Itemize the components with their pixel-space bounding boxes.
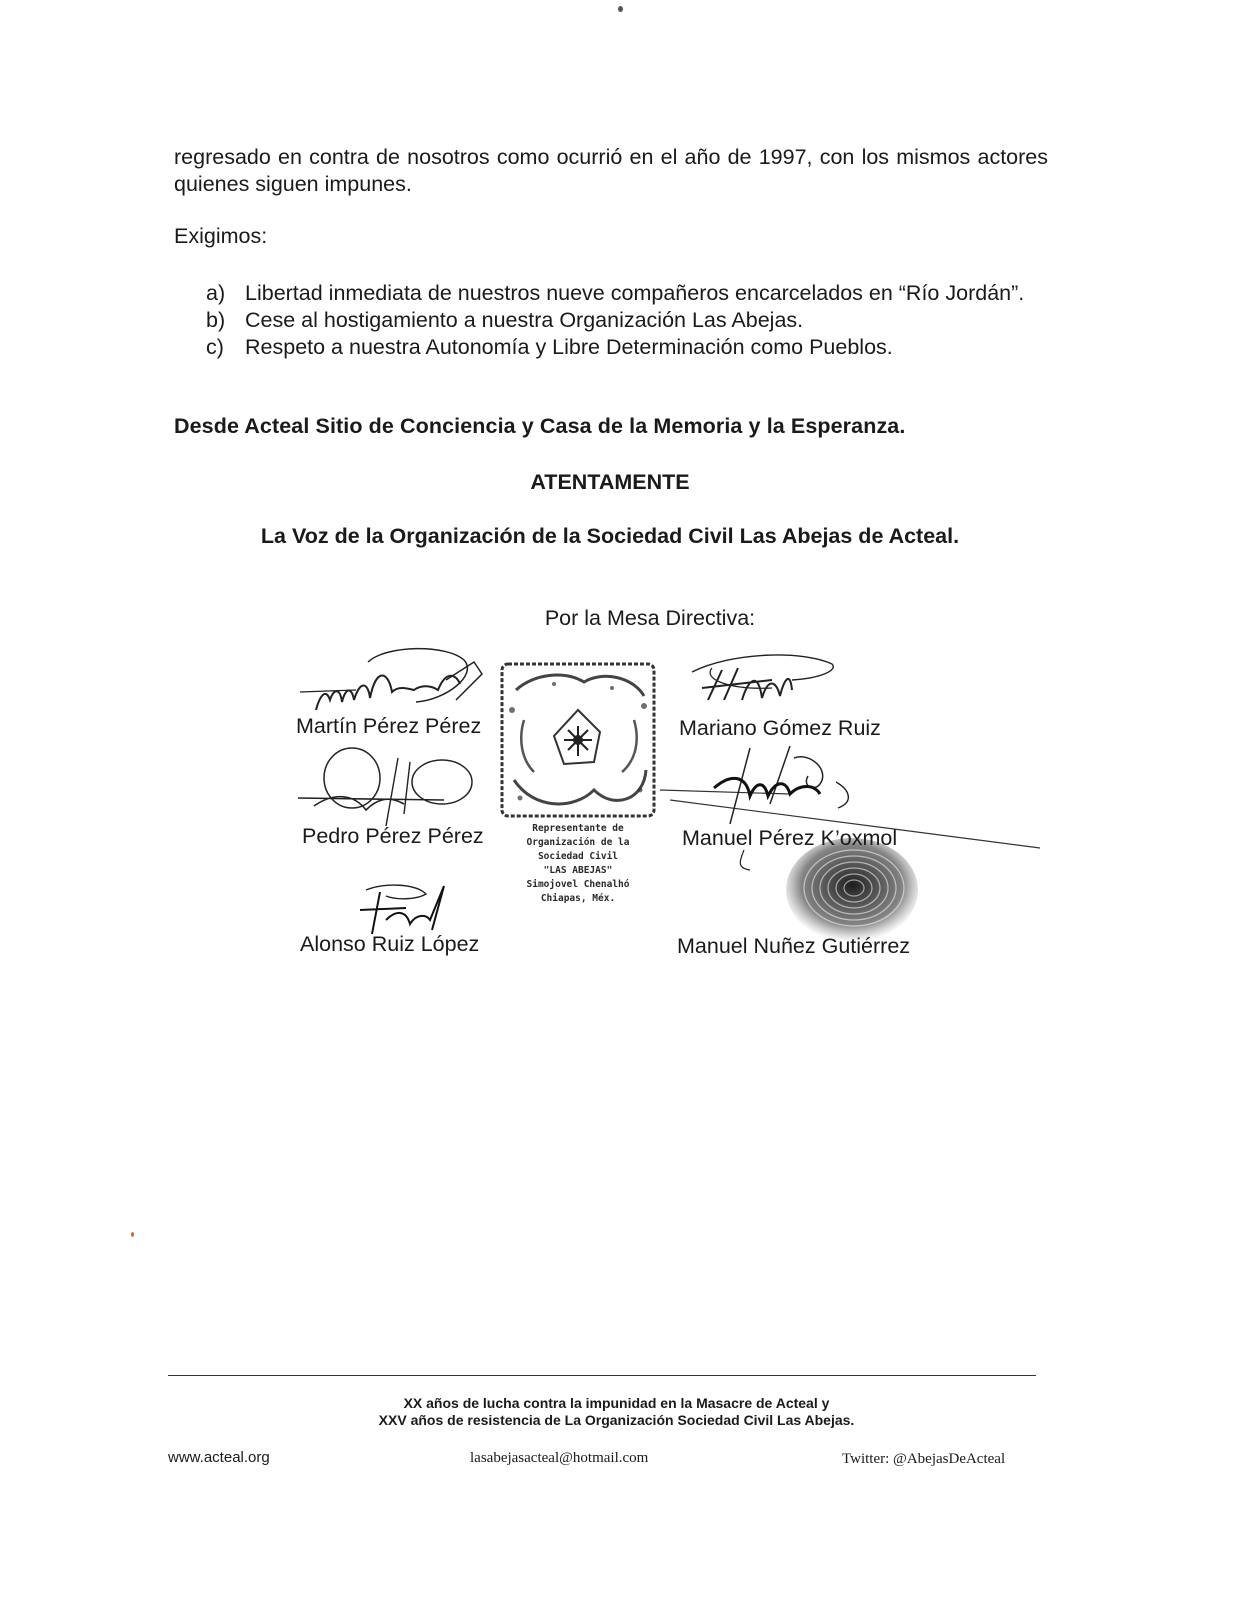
footer-divider [168,1375,1036,1376]
signatory-name: Alonso Ruiz López [300,932,480,956]
seal-line: "LAS ABEJAS" [543,865,613,876]
closing-salutation: ATENTAMENTE [530,470,690,494]
scan-speck [618,6,623,12]
demands-list [206,280,1048,361]
fingerprint-image [774,838,924,948]
scan-speck [131,1232,134,1237]
list-item [206,307,1048,334]
seal-line: Organización de la [526,837,630,848]
list-item [206,334,1048,361]
seal-line: Representante de [532,823,624,834]
signatory-name: Mariano Gómez Ruiz [679,716,881,740]
footer-email: lasabejasacteal@hotmail.com [470,1450,649,1466]
list-item [206,280,1048,307]
footer-motto-line-2: XXV años de resistencia de La Organización Sociedad Civil Las Abejas. [378,1412,855,1428]
list-marker: a) [206,281,226,305]
signature-martin [296,640,496,720]
footer-website: www.acteal.org [168,1449,270,1466]
seal-text [502,822,654,906]
signature-mariano [672,650,852,720]
seal-line: Chiapas, Méx. [540,893,616,904]
list-text: Cese al hostigamiento a nuestra Organización Las Abejas. [245,308,804,332]
list-marker: b) [206,308,226,332]
seal-line: Simojovel Chenalhó [526,879,630,890]
seal-line: Sociedad Civil [537,851,619,862]
demands-heading: Exigimos: [174,224,268,248]
list-text: Libertad inmediata de nuestros nueve compañeros encarcelados en “Río Jordán”. [245,281,1025,305]
signatory-name: Manuel Pérez K’oxmol [682,826,898,850]
footer-motto-line-1: XX años de lucha contra la impunidad en la Masacre de Acteal y [403,1395,830,1411]
signatory-name: Martín Pérez Pérez [296,714,482,738]
list-text: Respeto a nuestra Autonomía y Libre Determinación como Pueblos. [245,335,893,359]
place-line: Desde Acteal Sitio de Conciencia y Casa de la Memoria y la Esperanza. [174,414,906,438]
footer-twitter: Twitter: @AbejasDeActeal [842,1451,1006,1467]
signatory-name: Manuel Nuñez Gutiérrez [677,934,911,958]
organization-line: La Voz de la Organización de la Sociedad Civil Las Abejas de Acteal. [260,524,960,548]
body-paragraph: regresado en contra de nosotros como ocurrió en el año de 1997, con los mismos actores quienes siguen impunes. [174,145,1048,196]
signatory-name: Pedro Pérez Pérez [302,824,484,848]
list-marker: c) [206,335,224,359]
board-label: Por la Mesa Directiva: [544,606,756,630]
